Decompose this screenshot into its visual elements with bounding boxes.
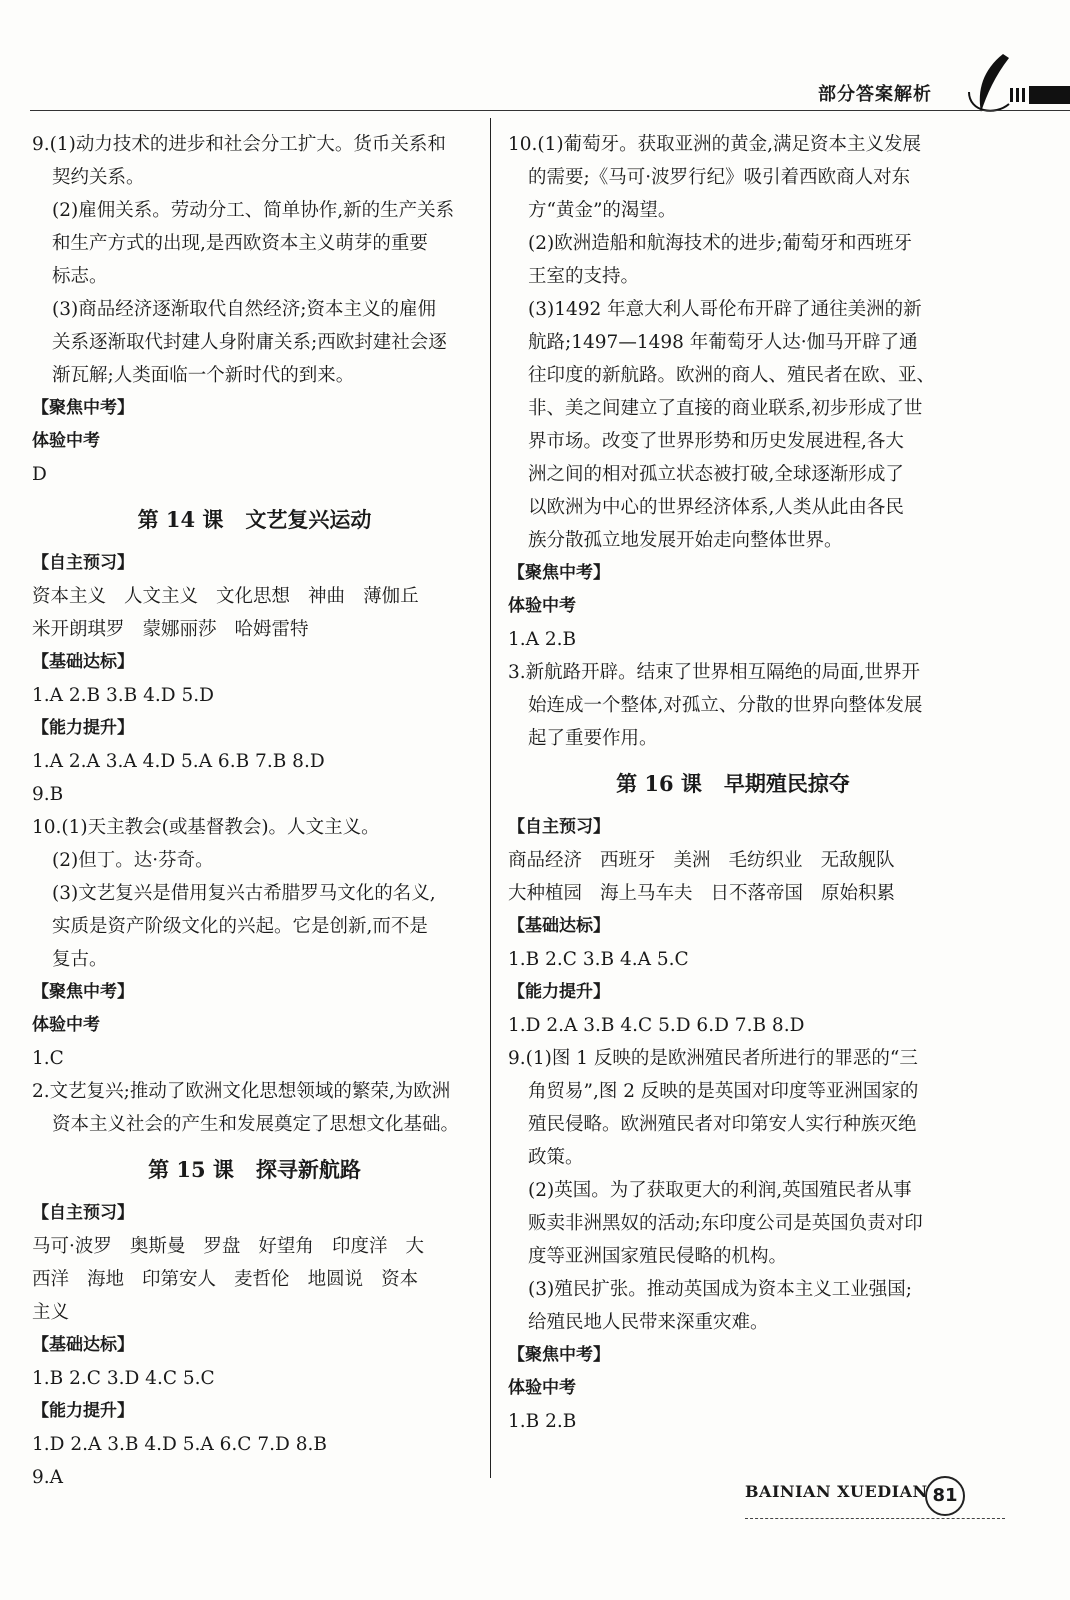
keyword: 印度洋 <box>331 1236 388 1257</box>
lesson-title: 探寻新航路 <box>255 1157 361 1182</box>
answer-line: 9.(1)动力技术的进步和社会分工扩大。货币关系和 <box>32 134 446 155</box>
keyword: 薄伽丘 <box>363 586 419 607</box>
answer-line: 殖民侵略。欧洲殖民者对印第安人实行种族灭绝 <box>528 1114 917 1135</box>
section-label: 【自主预习】 <box>32 553 134 573</box>
answer-line: 关系逐渐取代封建人身附庸关系;西欧封建社会逐 <box>52 332 447 353</box>
answer-line: 始连成一个整体,对孤立、分散的世界向整体发展 <box>528 695 923 716</box>
answer-line: 1.B 2.C 3.D 4.C 5.C <box>32 1368 215 1389</box>
keyword: 资本主义 <box>32 586 107 607</box>
answer-line: 给殖民地人民带来深重灾难。 <box>528 1312 769 1333</box>
answer-line: 往印度的新航路。欧洲的商人、殖民者在欧、亚、 <box>528 365 936 386</box>
subsection-label: 体验中考 <box>508 1378 576 1398</box>
page-number: 81 <box>925 1476 965 1516</box>
page-header <box>30 0 1070 120</box>
answer-line: 以欧洲为中心的世界经济体系,人类从此由各民 <box>528 497 904 518</box>
answer-line: D <box>32 464 47 485</box>
answer-line: (2)欧洲造船和航海技术的进步;葡萄牙和西班牙 <box>528 233 912 254</box>
section-label: 【基础达标】 <box>508 916 610 936</box>
answer-line: 9.A <box>32 1467 64 1488</box>
answer-line: 渐瓦解;人类面临一个新时代的到来。 <box>52 365 355 386</box>
keyword: 原始积累 <box>821 883 896 904</box>
answer-line: 1.B 2.C 3.B 4.A 5.C <box>508 949 689 970</box>
subsection-label: 体验中考 <box>32 431 100 451</box>
answer-line: 贩卖非洲黑奴的活动;东印度公司是英国负责对印 <box>528 1213 923 1234</box>
lesson-heading <box>32 1147 477 1193</box>
keyword: 人文主义 <box>124 586 199 607</box>
keyword: 西洋 <box>32 1269 70 1290</box>
answer-line: 界市场。改变了世界形势和历史发展进程,各大 <box>528 431 904 452</box>
answer-line: 10.(1)天主教会(或基督教会)。人文主义。 <box>32 817 380 838</box>
answer-line: 10.(1)葡萄牙。获取亚洲的黄金,满足资本主义发展 <box>508 134 922 155</box>
section-label: 【聚焦中考】 <box>508 1345 610 1365</box>
keyword-row <box>32 613 477 646</box>
subsection-label: 体验中考 <box>32 1015 100 1035</box>
answer-line: (3)文艺复兴是借用复兴古希腊罗马文化的名义, <box>52 883 436 904</box>
keyword-row <box>508 844 958 877</box>
answer-line: 洲之间的相对孤立状态被打破,全球逐渐形成了 <box>528 464 904 485</box>
lesson-title: 文艺复兴运动 <box>245 507 372 532</box>
keyword-row <box>32 1230 477 1263</box>
section-label: 【能力提升】 <box>32 718 134 738</box>
answer-line: 和生产方式的出现,是西欧资本主义萌芽的重要 <box>52 233 428 254</box>
left-column <box>32 128 477 1494</box>
section-label: 【聚焦中考】 <box>32 982 134 1002</box>
right-column <box>508 128 958 1438</box>
keyword: 商品经济 <box>508 850 583 871</box>
section-label: 【基础达标】 <box>32 1335 134 1355</box>
answer-line: 的需要;《马可·波罗行纪》吸引着西欧商人对东 <box>528 167 911 188</box>
answer-line: 王室的支持。 <box>528 266 640 287</box>
answer-line: 1.D 2.A 3.B 4.C 5.D 6.D 7.B 8.D <box>508 1015 805 1036</box>
bars-icon <box>1010 86 1070 104</box>
keyword: 米开朗琪罗 <box>32 619 125 640</box>
answer-line: 1.B 2.B <box>508 1411 577 1432</box>
answer-line: 1.A 2.B 3.B 4.D 5.D <box>32 685 214 706</box>
keyword: 文化思想 <box>216 586 291 607</box>
section-label: 【聚焦中考】 <box>32 398 134 418</box>
answer-line: (3)商品经济逐渐取代自然经济;资本主义的雇佣 <box>52 299 436 320</box>
answer-line: (3)1492 年意大利人哥伦布开辟了通往美洲的新 <box>528 299 922 320</box>
keyword: 日不落帝国 <box>710 883 804 904</box>
keyword-row <box>32 580 477 613</box>
answer-line: 实质是资产阶级文化的兴起。它是创新,而不是 <box>52 916 428 937</box>
answer-line: 主义 <box>32 1302 70 1323</box>
keyword: 大 <box>405 1236 424 1257</box>
answer-line: 3.新航路开辟。结束了世界相互隔绝的局面,世界开 <box>508 662 921 683</box>
answer-line: 标志。 <box>52 266 108 287</box>
keyword: 印第安人 <box>142 1269 217 1290</box>
keyword: 海地 <box>87 1269 125 1290</box>
lesson-heading <box>508 761 958 807</box>
lesson-number: 第 15 课 <box>148 1157 234 1182</box>
section-label: 【基础达标】 <box>32 652 134 672</box>
footer-brand: BAINIAN XUEDIAN <box>745 1482 928 1501</box>
answer-line: (2)雇佣关系。劳动分工、简单协作,新的生产关系 <box>52 200 455 221</box>
answer-line: 9.(1)图 1 反映的是欧洲殖民者所进行的罪恶的“三 <box>508 1048 918 1069</box>
keyword-row <box>32 1263 477 1296</box>
answer-line: (3)殖民扩张。推动英国成为资本主义工业强国; <box>528 1279 912 1300</box>
keyword: 海上马车夫 <box>600 883 693 904</box>
answer-line: 起了重要作用。 <box>528 728 658 749</box>
header-rule <box>30 110 1070 111</box>
section-label: 【自主预习】 <box>32 1203 134 1223</box>
answer-line: 角贸易”,图 2 反映的是英国对印度等亚洲国家的 <box>528 1081 919 1102</box>
lesson-title: 早期殖民掠夺 <box>723 771 850 796</box>
answer-line: (2)但丁。达·芬奇。 <box>52 850 214 871</box>
keyword: 大种植园 <box>508 883 583 904</box>
keyword: 神曲 <box>308 586 346 607</box>
column-divider <box>490 118 491 1478</box>
keyword: 奥斯曼 <box>129 1236 186 1257</box>
answer-line: 方“黄金”的渴望。 <box>528 200 677 221</box>
answer-line: 1.A 2.B <box>508 629 577 650</box>
keyword: 资本 <box>381 1269 419 1290</box>
keyword: 美洲 <box>673 850 711 871</box>
keyword: 好望角 <box>258 1236 314 1257</box>
keyword: 罗盘 <box>203 1236 241 1257</box>
keyword: 无敌舰队 <box>820 850 895 871</box>
answer-line: 2.文艺复兴;推动了欧洲文化思想领域的繁荣,为欧洲 <box>32 1081 451 1102</box>
answer-line: 非、美之间建立了直接的商业联系,初步形成了世 <box>528 398 923 419</box>
keyword: 毛纺织业 <box>728 850 803 871</box>
answer-line: 1.D 2.A 3.B 4.D 5.A 6.C 7.D 8.B <box>32 1434 327 1455</box>
keyword: 马可·波罗 <box>32 1236 112 1257</box>
keyword: 西班牙 <box>600 850 656 871</box>
keyword: 哈姆雷特 <box>234 619 309 640</box>
answer-line: 复古。 <box>52 949 108 970</box>
keyword-row <box>508 877 958 910</box>
section-label: 【聚焦中考】 <box>508 563 610 583</box>
answer-line: 1.C <box>32 1048 64 1069</box>
answer-line: 1.A 2.A 3.A 4.D 5.A 6.B 7.B 8.D <box>32 751 325 772</box>
subsection-label: 体验中考 <box>508 596 576 616</box>
answer-line: 9.B <box>32 784 64 805</box>
answer-line: 族分散孤立地发展开始走向整体世界。 <box>528 530 843 551</box>
section-label: 【能力提升】 <box>32 1401 134 1421</box>
keyword: 地圆说 <box>307 1269 364 1290</box>
header-title: 部分答案解析 <box>818 84 932 105</box>
section-label: 【自主预习】 <box>508 817 610 837</box>
answer-line: 度等亚洲国家殖民侵略的机构。 <box>528 1246 788 1267</box>
lesson-number: 第 16 课 <box>616 771 702 796</box>
answer-line: 契约关系。 <box>52 167 145 188</box>
answer-line: 资本主义社会的产生和发展奠定了思想文化基础。 <box>52 1114 460 1135</box>
answer-line: (2)英国。为了获取更大的利润,英国殖民者从事 <box>528 1180 912 1201</box>
lesson-heading <box>32 497 477 543</box>
answer-line: 航路;1497—1498 年葡萄牙人达·伽马开辟了通 <box>528 332 918 353</box>
page-footer <box>745 1470 1045 1530</box>
answer-line: 政策。 <box>528 1147 584 1168</box>
footer-rule <box>745 1518 1005 1519</box>
section-label: 【能力提升】 <box>508 982 610 1002</box>
keyword: 麦哲伦 <box>234 1269 290 1290</box>
lesson-number: 第 14 课 <box>137 507 224 532</box>
keyword: 蒙娜丽莎 <box>142 619 217 640</box>
